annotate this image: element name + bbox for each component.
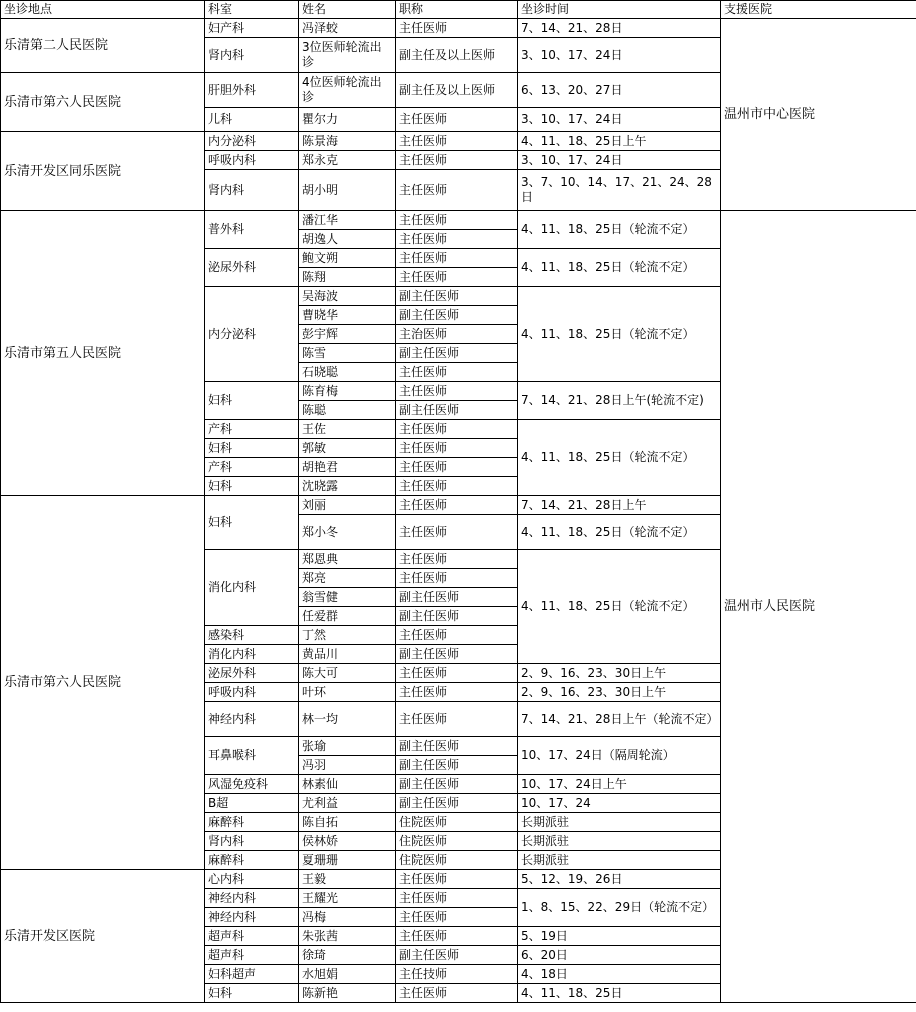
name-cell: 林素仙	[299, 775, 396, 794]
title-cell: 住院医师	[396, 813, 518, 832]
dept-cell: 神经内科	[205, 702, 299, 737]
name-cell: 陈育梅	[299, 382, 396, 401]
dept-cell: 肾内科	[205, 832, 299, 851]
dept-cell: 消化内科	[205, 645, 299, 664]
time-cell: 长期派驻	[518, 813, 721, 832]
time-cell: 3、10、17、24日	[518, 38, 721, 73]
title-cell: 主任医师	[396, 268, 518, 287]
name-cell: 郭敏	[299, 439, 396, 458]
time-cell: 10、17、24日（隔周轮流）	[518, 737, 721, 775]
header-department: 科室	[205, 1, 299, 19]
title-cell: 主任技师	[396, 965, 518, 984]
dept-cell: 肾内科	[205, 170, 299, 211]
title-cell: 副主任医师	[396, 794, 518, 813]
name-cell: 丁然	[299, 626, 396, 645]
dept-cell: 消化内科	[205, 550, 299, 626]
time-cell: 7、14、21、28日上午	[518, 496, 721, 515]
dept-cell: 内分泌科	[205, 132, 299, 151]
location-cell: 乐清市第六人民医院	[1, 496, 205, 870]
name-cell: 王毅	[299, 870, 396, 889]
time-cell: 10、17、24	[518, 794, 721, 813]
name-cell: 郑小冬	[299, 515, 396, 550]
title-cell: 主任医师	[396, 870, 518, 889]
time-cell: 1、8、15、22、29日（轮流不定）	[518, 889, 721, 927]
time-cell: 7、14、21、28日上午(轮流不定)	[518, 382, 721, 420]
title-cell: 主任医师	[396, 569, 518, 588]
dept-cell: 产科	[205, 420, 299, 439]
time-cell: 4、11、18、25日（轮流不定）	[518, 287, 721, 382]
title-cell: 主任医师	[396, 170, 518, 211]
time-cell: 5、12、19、26日	[518, 870, 721, 889]
dept-cell: 妇科超声	[205, 965, 299, 984]
name-cell: 刘丽	[299, 496, 396, 515]
dept-cell: 妇科	[205, 477, 299, 496]
name-cell: 陈聪	[299, 401, 396, 420]
name-cell: 王佐	[299, 420, 396, 439]
title-cell: 副主任医师	[396, 756, 518, 775]
title-cell: 主任医师	[396, 151, 518, 170]
name-cell: 张瑜	[299, 737, 396, 756]
dept-cell: 耳鼻喉科	[205, 737, 299, 775]
name-cell: 朱张茜	[299, 927, 396, 946]
title-cell: 副主任医师	[396, 607, 518, 626]
location-cell: 乐清开发区同乐医院	[1, 132, 205, 211]
dept-cell: 超声科	[205, 927, 299, 946]
name-cell: 水旭娟	[299, 965, 396, 984]
title-cell: 主任医师	[396, 984, 518, 1003]
title-cell: 主任医师	[396, 363, 518, 382]
time-cell: 3、10、17、24日	[518, 108, 721, 132]
title-cell: 主任医师	[396, 19, 518, 38]
dept-cell: 感染科	[205, 626, 299, 645]
name-cell: 翁雪健	[299, 588, 396, 607]
dept-cell: 妇产科	[205, 19, 299, 38]
name-cell: 叶环	[299, 683, 396, 702]
title-cell: 副主任医师	[396, 401, 518, 420]
time-cell: 4、18日	[518, 965, 721, 984]
name-cell: 陈雪	[299, 344, 396, 363]
title-cell: 主任医师	[396, 439, 518, 458]
title-cell: 副主任医师	[396, 946, 518, 965]
name-cell: 尤利益	[299, 794, 396, 813]
name-cell: 陈自拓	[299, 813, 396, 832]
location-cell: 乐清市第五人民医院	[1, 211, 205, 496]
title-cell: 主任医师	[396, 108, 518, 132]
name-cell: 胡逸人	[299, 230, 396, 249]
dept-cell: 风湿免疫科	[205, 775, 299, 794]
title-cell: 副主任医师	[396, 775, 518, 794]
dept-cell: B超	[205, 794, 299, 813]
name-cell: 沈晓露	[299, 477, 396, 496]
time-cell: 长期派驻	[518, 851, 721, 870]
table-row	[1, 211, 916, 230]
name-cell: 郑永克	[299, 151, 396, 170]
dept-cell: 心内科	[205, 870, 299, 889]
title-cell: 副主任医师	[396, 306, 518, 325]
name-cell: 陈景海	[299, 132, 396, 151]
title-cell: 主任医师	[396, 477, 518, 496]
header-row	[1, 1, 916, 19]
dept-cell: 儿科	[205, 108, 299, 132]
name-cell: 侯林娇	[299, 832, 396, 851]
header-title: 职称	[396, 1, 518, 19]
name-cell: 胡小明	[299, 170, 396, 211]
name-cell: 曹晓华	[299, 306, 396, 325]
name-cell: 郑恩典	[299, 550, 396, 569]
name-cell: 3位医师轮流出诊	[299, 38, 396, 73]
time-cell: 10、17、24日上午	[518, 775, 721, 794]
support-cell: 温州市人民医院	[721, 211, 916, 1003]
time-cell: 3、7、10、14、17、21、24、28日	[518, 170, 721, 211]
time-cell: 2、9、16、23、30日上午	[518, 664, 721, 683]
name-cell: 夏珊珊	[299, 851, 396, 870]
title-cell: 主任医师	[396, 664, 518, 683]
title-cell: 副主任医师	[396, 645, 518, 664]
name-cell: 郑亮	[299, 569, 396, 588]
dept-cell: 妇科	[205, 984, 299, 1003]
title-cell: 主任医师	[396, 683, 518, 702]
title-cell: 主任医师	[396, 626, 518, 645]
name-cell: 潘江华	[299, 211, 396, 230]
dept-cell: 妇科	[205, 496, 299, 550]
name-cell: 陈翔	[299, 268, 396, 287]
header-name: 姓名	[299, 1, 396, 19]
name-cell: 瞿尔力	[299, 108, 396, 132]
time-cell: 4、11、18、25日（轮流不定）	[518, 515, 721, 550]
title-cell: 主任医师	[396, 458, 518, 477]
name-cell: 黄品川	[299, 645, 396, 664]
dept-cell: 产科	[205, 458, 299, 477]
table-row	[1, 19, 916, 38]
name-cell: 冯羽	[299, 756, 396, 775]
title-cell: 主任医师	[396, 132, 518, 151]
time-cell: 4、11、18、25日	[518, 984, 721, 1003]
dept-cell: 泌尿外科	[205, 664, 299, 683]
name-cell: 石晓聪	[299, 363, 396, 382]
title-cell: 副主任及以上医师	[396, 38, 518, 73]
time-cell: 4、11、18、25日（轮流不定）	[518, 550, 721, 664]
title-cell: 主任医师	[396, 515, 518, 550]
name-cell: 胡艳君	[299, 458, 396, 477]
support-cell: 温州市中心医院	[721, 19, 916, 211]
dept-cell: 麻醉科	[205, 813, 299, 832]
location-cell: 乐清第二人民医院	[1, 19, 205, 73]
dept-cell: 泌尿外科	[205, 249, 299, 287]
time-cell: 4、11、18、25日（轮流不定）	[518, 211, 721, 249]
title-cell: 主任医师	[396, 211, 518, 230]
title-cell: 主任医师	[396, 550, 518, 569]
dept-cell: 普外科	[205, 211, 299, 249]
title-cell: 住院医师	[396, 851, 518, 870]
time-cell: 4、11、18、25日上午	[518, 132, 721, 151]
title-cell: 副主任及以上医师	[396, 73, 518, 108]
header-location: 坐诊地点	[1, 1, 205, 19]
title-cell: 主任医师	[396, 230, 518, 249]
name-cell: 冯梅	[299, 908, 396, 927]
header-support: 支援医院	[721, 1, 916, 19]
time-cell: 6、13、20、27日	[518, 73, 721, 108]
time-cell: 长期派驻	[518, 832, 721, 851]
dept-cell: 超声科	[205, 946, 299, 965]
title-cell: 主治医师	[396, 325, 518, 344]
name-cell: 彭宇辉	[299, 325, 396, 344]
location-cell: 乐清开发区医院	[1, 870, 205, 1003]
time-cell: 5、19日	[518, 927, 721, 946]
dept-cell: 呼吸内科	[205, 151, 299, 170]
dept-cell: 肝胆外科	[205, 73, 299, 108]
header-time: 坐诊时间	[518, 1, 721, 19]
name-cell: 陈大可	[299, 664, 396, 683]
title-cell: 主任医师	[396, 420, 518, 439]
name-cell: 吴海波	[299, 287, 396, 306]
title-cell: 主任医师	[396, 382, 518, 401]
title-cell: 主任医师	[396, 908, 518, 927]
time-cell: 3、10、17、24日	[518, 151, 721, 170]
title-cell: 副主任医师	[396, 344, 518, 363]
title-cell: 副主任医师	[396, 287, 518, 306]
title-cell: 主任医师	[396, 927, 518, 946]
title-cell: 副主任医师	[396, 737, 518, 756]
time-cell: 6、20日	[518, 946, 721, 965]
name-cell: 陈新艳	[299, 984, 396, 1003]
name-cell: 王耀光	[299, 889, 396, 908]
dept-cell: 神经内科	[205, 908, 299, 927]
dept-cell: 肾内科	[205, 38, 299, 73]
time-cell: 7、14、21、28日	[518, 19, 721, 38]
name-cell: 林一均	[299, 702, 396, 737]
dept-cell: 呼吸内科	[205, 683, 299, 702]
time-cell: 4、11、18、25日（轮流不定）	[518, 420, 721, 496]
dept-cell: 内分泌科	[205, 287, 299, 382]
title-cell: 主任医师	[396, 889, 518, 908]
name-cell: 冯泽蛟	[299, 19, 396, 38]
time-cell: 2、9、16、23、30日上午	[518, 683, 721, 702]
title-cell: 副主任医师	[396, 588, 518, 607]
time-cell: 7、14、21、28日上午（轮流不定）	[518, 702, 721, 737]
dept-cell: 神经内科	[205, 889, 299, 908]
dept-cell: 妇科	[205, 382, 299, 420]
dept-cell: 麻醉科	[205, 851, 299, 870]
dept-cell: 妇科	[205, 439, 299, 458]
time-cell: 4、11、18、25日（轮流不定）	[518, 249, 721, 287]
location-cell: 乐清市第六人民医院	[1, 73, 205, 132]
name-cell: 4位医师轮流出诊	[299, 73, 396, 108]
title-cell: 主任医师	[396, 496, 518, 515]
name-cell: 鲍文朔	[299, 249, 396, 268]
name-cell: 任爱群	[299, 607, 396, 626]
title-cell: 主任医师	[396, 702, 518, 737]
title-cell: 住院医师	[396, 832, 518, 851]
title-cell: 主任医师	[396, 249, 518, 268]
name-cell: 徐琦	[299, 946, 396, 965]
